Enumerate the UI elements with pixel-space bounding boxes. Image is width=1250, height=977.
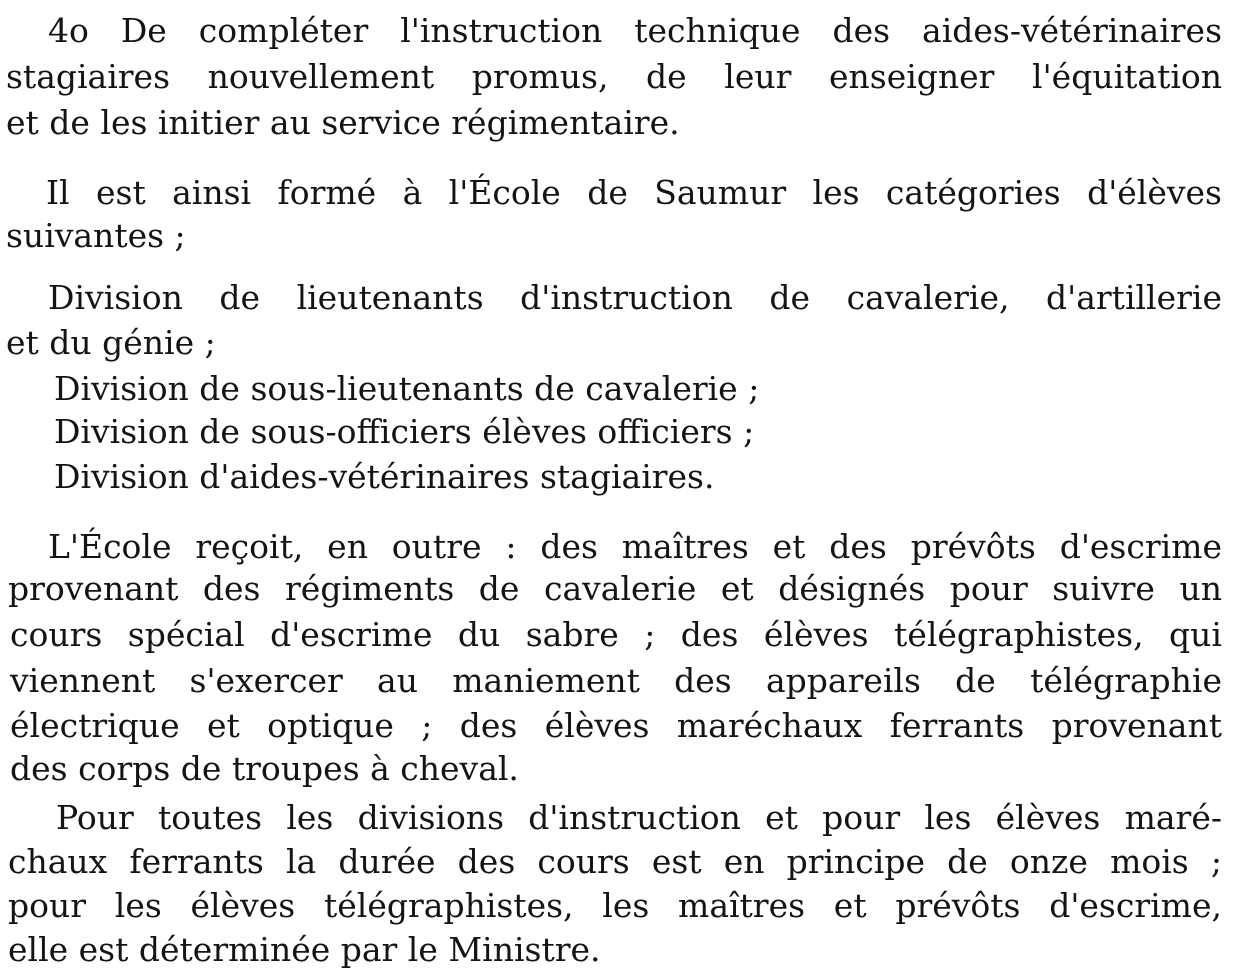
text-line: stagiaires nouvellement promus, de leur enseigner l'équitation <box>6 57 1222 96</box>
text-line: L'École reçoit, en outre : des maîtres et des prévôts d'escrime <box>48 527 1222 566</box>
text-line: Pour toutes les divisions d'instruction et pour les élèves maré- <box>56 798 1222 837</box>
text-line: 4o De compléter l'instruction technique des aides-vétérinaires <box>48 11 1222 50</box>
text-line: pour les élèves télégraphistes, les maîtres et prévôts d'escrime, <box>8 886 1222 925</box>
text-line: électrique et optique ; des élèves maréchaux ferrants provenant <box>10 706 1222 745</box>
text-line: des corps de troupes à cheval. <box>10 749 519 788</box>
text-line: viennent s'exercer au maniement des appareils de télégraphie <box>10 661 1222 700</box>
text-line: suivantes ; <box>6 216 186 255</box>
text-line: Division de lieutenants d'instruction de cavalerie, d'artillerie <box>48 278 1222 317</box>
text-line: elle est déterminée par le Ministre. <box>8 930 601 969</box>
text-line: Division d'aides-vétérinaires stagiaires. <box>54 457 715 496</box>
text-line: et de les initier au service régimentaire. <box>6 103 680 142</box>
text-line: provenant des régiments de cavalerie et désignés pour suivre un <box>8 569 1222 608</box>
text-line: Division de sous-lieutenants de cavalerie ; <box>54 369 760 408</box>
text-line: chaux ferrants la durée des cours est en principe de onze mois ; <box>8 842 1222 881</box>
text-line: Il est ainsi formé à l'École de Saumur les catégories d'élèves <box>46 173 1222 212</box>
text-line: cours spécial d'escrime du sabre ; des élèves télégraphistes, qui <box>10 615 1222 654</box>
text-line: et du génie ; <box>6 323 216 362</box>
text-line: Division de sous-officiers élèves officiers ; <box>54 412 755 451</box>
